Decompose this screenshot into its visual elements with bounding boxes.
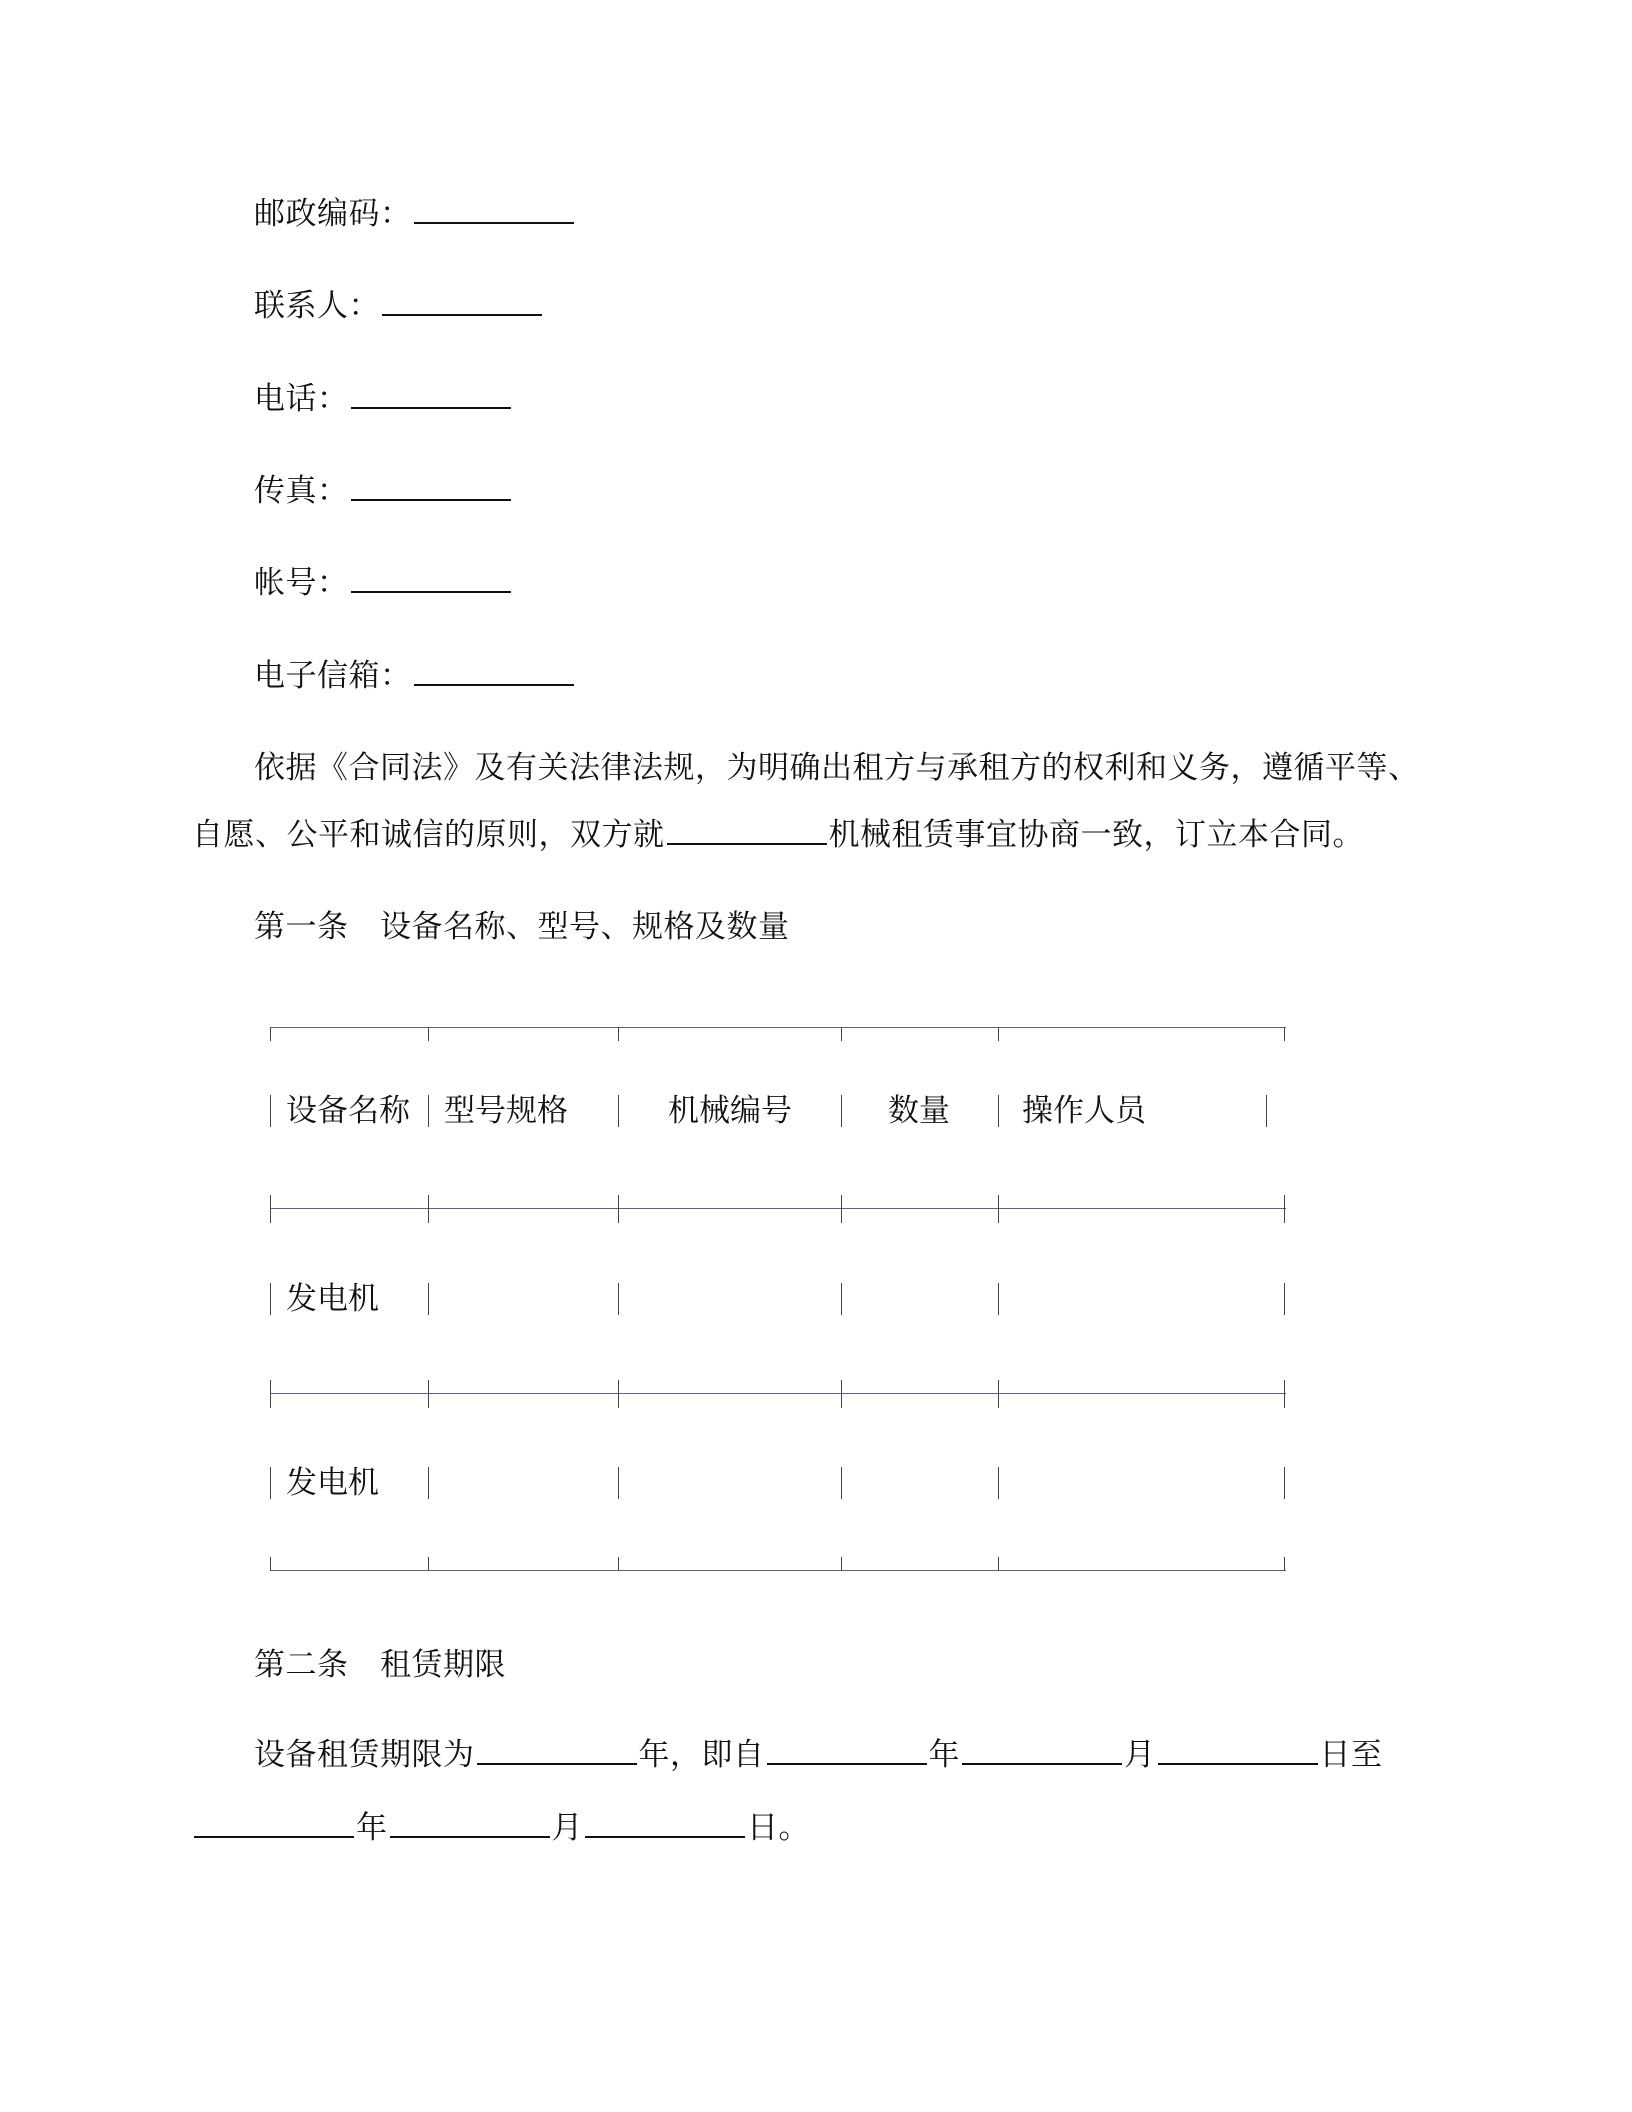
fax-label: 传真： xyxy=(254,473,349,509)
table-tick xyxy=(998,1283,999,1315)
table-rule xyxy=(270,1393,1286,1394)
fax-blank[interactable] xyxy=(351,469,511,501)
table-tick xyxy=(618,1027,619,1041)
email-label: 电子信箱： xyxy=(254,658,412,694)
lease-term-text: 年 xyxy=(356,1810,388,1846)
table-rule xyxy=(270,1208,1286,1209)
contact-person-blank[interactable] xyxy=(382,284,542,316)
lease-term-line-2 xyxy=(192,1806,810,1850)
lease-term-text: 日。 xyxy=(747,1810,810,1846)
start-year-blank[interactable] xyxy=(767,1733,927,1765)
email-blank[interactable] xyxy=(414,654,574,686)
table-tick xyxy=(998,1027,999,1041)
lease-term-text: 日至 xyxy=(1319,1737,1383,1773)
table-tick xyxy=(1284,1467,1285,1499)
table-header-model: 型号规格 xyxy=(444,1093,568,1129)
table-tick xyxy=(841,1467,842,1499)
table-tick xyxy=(618,1380,619,1408)
postcode-field xyxy=(254,192,576,236)
table-tick xyxy=(998,1095,999,1127)
table-tick xyxy=(270,1195,271,1223)
table-rule xyxy=(270,1027,1286,1028)
table-tick xyxy=(841,1283,842,1315)
table-tick xyxy=(270,1027,271,1041)
lease-years-blank[interactable] xyxy=(477,1733,637,1765)
table-tick xyxy=(841,1095,842,1127)
preamble-line-1: 依据《合同法》及有关法律法规，为明确出租方与承租方的权利和义务，遵循平等、 xyxy=(254,750,1420,786)
account-label: 帐号： xyxy=(254,565,349,601)
start-day-blank[interactable] xyxy=(1158,1733,1318,1765)
table-row-2-name: 发电机 xyxy=(286,1465,379,1501)
table-header-quantity: 数量 xyxy=(888,1093,950,1129)
end-month-blank[interactable] xyxy=(390,1806,550,1838)
table-header-machine-no: 机械编号 xyxy=(668,1093,792,1129)
table-tick xyxy=(1284,1283,1285,1315)
email-field xyxy=(254,654,576,698)
table-tick xyxy=(428,1095,429,1127)
table-tick xyxy=(270,1380,271,1408)
contact-person-label: 联系人： xyxy=(254,288,380,324)
table-tick xyxy=(270,1095,271,1127)
phone-blank[interactable] xyxy=(351,377,511,409)
table-tick xyxy=(841,1027,842,1041)
table-tick xyxy=(1284,1027,1285,1041)
table-tick xyxy=(998,1380,999,1408)
table-tick xyxy=(618,1467,619,1499)
account-blank[interactable] xyxy=(351,561,511,593)
lease-term-text: 月 xyxy=(551,1810,583,1846)
start-month-blank[interactable] xyxy=(962,1733,1122,1765)
table-tick xyxy=(1266,1095,1267,1127)
table-tick xyxy=(270,1467,271,1499)
table-tick xyxy=(618,1283,619,1315)
preamble-line-2-before: 自愿、公平和诚信的原则，双方就 xyxy=(192,817,665,853)
table-tick xyxy=(1284,1380,1285,1408)
table-tick xyxy=(998,1557,999,1571)
phone-field xyxy=(254,377,513,421)
table-tick xyxy=(618,1195,619,1223)
article-2-title: 第二条 租赁期限 xyxy=(254,1647,506,1683)
table-tick xyxy=(428,1380,429,1408)
preamble-line-2 xyxy=(192,813,1364,857)
lease-term-text: 设备租赁期限为 xyxy=(254,1737,475,1773)
lease-term-text: 年，即自 xyxy=(638,1737,765,1773)
postcode-label: 邮政编码： xyxy=(254,196,412,232)
table-tick xyxy=(428,1467,429,1499)
table-row-1-name: 发电机 xyxy=(286,1281,379,1317)
table-tick xyxy=(428,1195,429,1223)
table-tick xyxy=(1284,1195,1285,1223)
postcode-blank[interactable] xyxy=(414,192,574,224)
lease-term-line-1 xyxy=(254,1733,1383,1777)
table-tick xyxy=(618,1557,619,1571)
end-year-blank[interactable] xyxy=(194,1806,354,1838)
fax-field xyxy=(254,469,513,513)
preamble-line-2-after: 机械租赁事宜协商一致，订立本合同。 xyxy=(828,817,1364,853)
contact-person-field xyxy=(254,284,544,328)
table-tick xyxy=(841,1195,842,1223)
article-1-title: 第一条 设备名称、型号、规格及数量 xyxy=(254,909,790,945)
table-tick xyxy=(270,1283,271,1315)
account-field xyxy=(254,561,513,605)
table-header-name: 设备名称 xyxy=(286,1093,410,1129)
table-tick xyxy=(428,1283,429,1315)
table-tick xyxy=(428,1557,429,1571)
table-tick xyxy=(841,1557,842,1571)
table-tick xyxy=(428,1027,429,1041)
table-tick xyxy=(1284,1557,1285,1571)
table-header-operator: 操作人员 xyxy=(1022,1093,1146,1129)
table-tick xyxy=(618,1095,619,1127)
table-tick xyxy=(270,1557,271,1571)
lease-term-text: 年 xyxy=(928,1737,960,1773)
table-rule xyxy=(270,1570,1286,1571)
equipment-table xyxy=(270,1015,1286,1580)
table-tick xyxy=(841,1380,842,1408)
lease-term-text: 月 xyxy=(1124,1737,1156,1773)
phone-label: 电话： xyxy=(254,381,349,417)
machinery-blank[interactable] xyxy=(667,813,827,845)
end-day-blank[interactable] xyxy=(585,1806,745,1838)
table-tick xyxy=(998,1467,999,1499)
table-tick xyxy=(998,1195,999,1223)
